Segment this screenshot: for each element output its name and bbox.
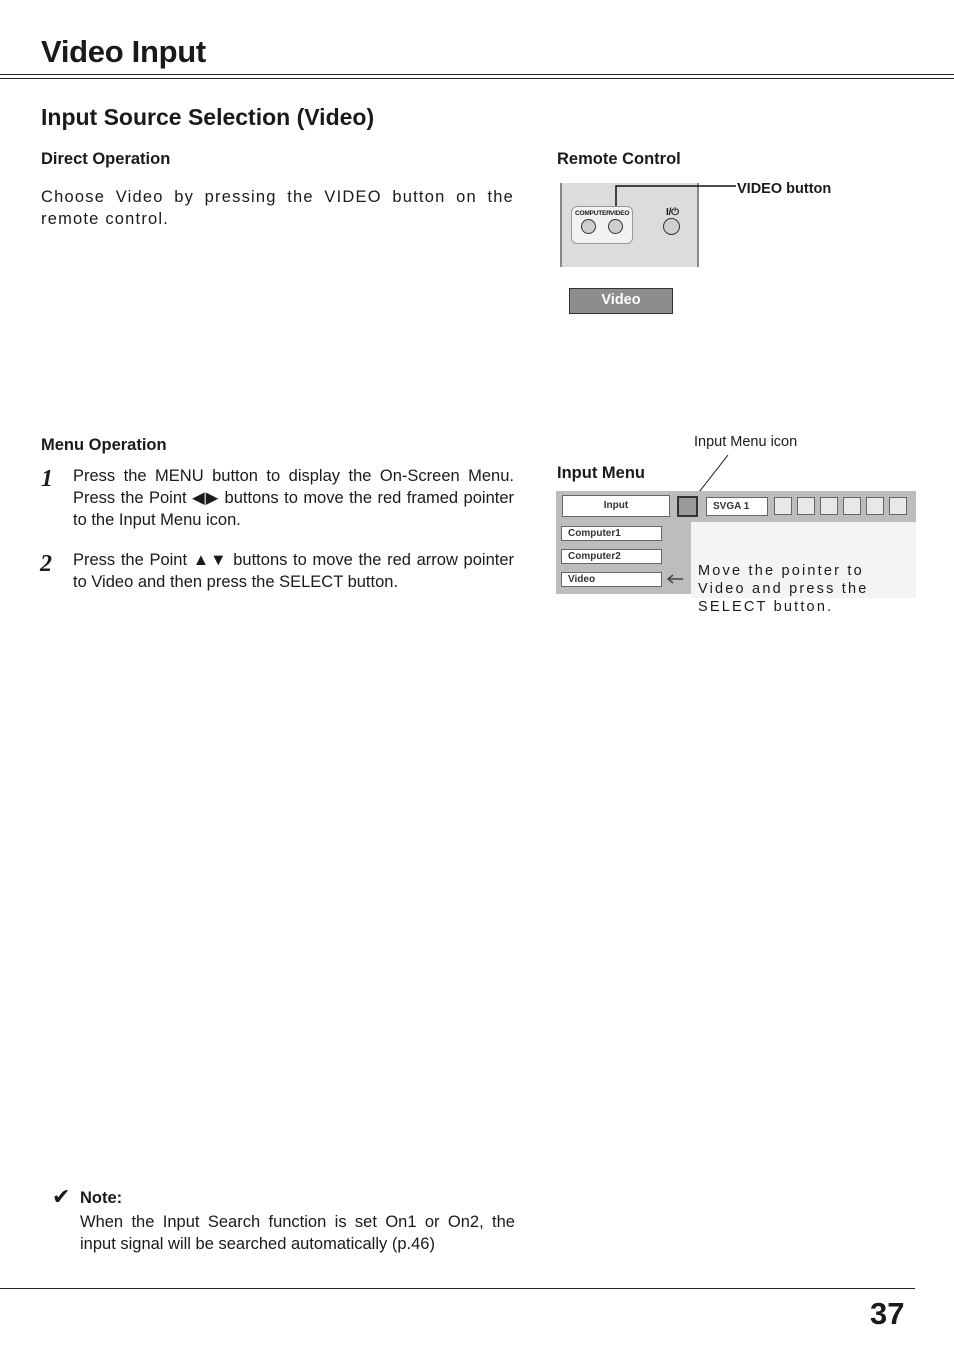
information-icon [866,497,884,515]
step-number: 1 [41,466,53,492]
input-menu-heading: Input Menu [557,464,645,482]
page-title: Video Input [41,34,206,69]
screen-icon [820,497,838,515]
input-option: Computer2 [561,549,662,564]
header-rule-secondary [0,78,954,79]
remote-power-label: I/⏻ [666,207,679,218]
expand-icon [889,497,907,515]
video-display-label: Video [569,288,673,314]
remote-computer-label: COMPUTER [575,210,611,217]
input-menu-icon-callout: Input Menu icon [694,434,798,450]
signal-field: SVGA 1 [706,497,768,516]
note-text: When the Input Search function is set On1 or On2, the input signal will be searched automatically (p.46) [80,1213,515,1253]
image-select-icon [797,497,815,515]
menu-operation-heading: Menu Operation [41,436,167,454]
input-menu-hint: Move the pointer to Video and press the SELECT button. [698,563,869,615]
setting-icon [843,497,861,515]
input-menu-title: Input [562,495,670,517]
remote-computer-button [581,219,596,234]
input-option: Video [561,572,662,587]
note-label: Note: [80,1189,123,1207]
step-text: Press the Point ▲▼ buttons to move the red arrow pointer to Video and then press the SELECT button. [73,551,514,591]
footer-rule [0,1288,915,1289]
header-rule [0,74,954,75]
red-arrow-pointer-icon [665,573,685,585]
direct-operation-text: Choose Video by pressing the VIDEO button on the remote control. [41,188,514,228]
step-number: 2 [40,551,52,577]
page-number: 37 [870,1296,905,1331]
checkmark-icon: ✔ [52,1184,71,1209]
video-button-callout: VIDEO button [737,181,832,197]
step-text: Press the MENU button to display the On-Screen Menu. Press the Point ◀▶ buttons to move the red framed pointer to the Input Menu icon. [73,467,514,529]
video-button-callout-line [610,180,740,220]
input-option: Computer1 [561,526,662,541]
input-menu-icon [677,496,698,517]
remote-control-heading: Remote Control [557,150,681,168]
section-title: Input Source Selection (Video) [41,104,375,130]
remote-video-button [608,219,623,234]
image-adjust-icon [774,497,792,515]
direct-operation-heading: Direct Operation [41,150,171,168]
remote-video-label: VIDEO [610,210,630,217]
remote-power-button [663,218,680,235]
